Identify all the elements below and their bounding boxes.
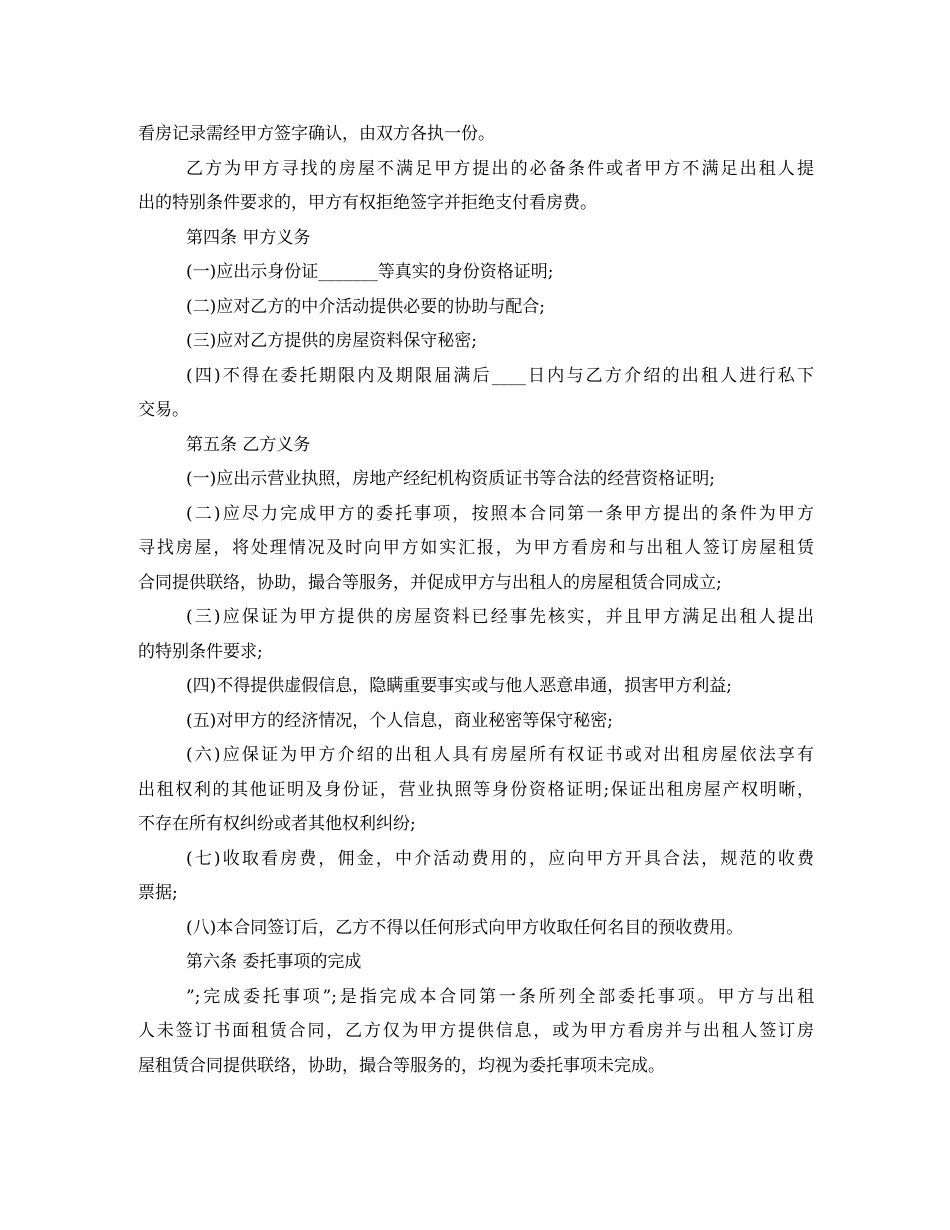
text-line: (一)应出示身份证_______等真实的身份资格证明; xyxy=(186,262,554,282)
text-line: ”;完成委托事项”;是指完成本合同第一条所列全部委托事项。甲方与出租 xyxy=(186,986,814,1007)
document-body xyxy=(138,117,814,1083)
text-line: 交易。 xyxy=(138,400,189,420)
text-line: (二)应对乙方的中介活动提供必要的协助与配合; xyxy=(186,296,545,317)
text-line: (六)应保证为甲方介绍的出租人具有房屋所有权证书或对出租房屋依法享有 xyxy=(186,745,814,765)
text-line: (七)收取看房费，佣金，中介活动费用的，应向甲方开具合法，规范的收费 xyxy=(186,848,814,869)
text-line: 屋租赁合同提供联络，协助，撮合等服务的，均视为委托事项未完成。 xyxy=(138,1055,665,1076)
text-line: 不存在所有权纠纷或者其他权利纠纷; xyxy=(138,814,416,834)
text-line: 票据; xyxy=(138,883,178,903)
text-line: (四)不得提供虚假信息，隐瞒重要事实或与他人恶意串通，损害甲方利益; xyxy=(186,676,732,696)
text-line: (一)应出示营业执照，房地产经纪机构资质证书等合法的经营资格证明; xyxy=(186,469,715,489)
text-line: 合同提供联络，协助，撮合等服务，并促成甲方与出租人的房屋租赁合同成立; xyxy=(138,572,722,593)
text-line: 乙方为甲方寻找的房屋不满足甲方提出的必备条件或者甲方不满足出租人提 xyxy=(186,158,814,179)
text-line: (三)应对乙方提供的房屋资料保守秘密; xyxy=(186,331,477,351)
section-heading: 第五条 乙方义务 xyxy=(186,434,311,455)
text-line: (五)对甲方的经济情况，个人信息，商业秘密等保守秘密; xyxy=(186,710,613,731)
text-line: 出租权利的其他证明及身份证，营业执照等身份资格证明;保证出租房屋产权明晰， xyxy=(138,779,814,800)
text-line: 人未签订书面租赁合同，乙方仅为甲方提供信息，或为甲方看房并与出租人签订房 xyxy=(138,1021,814,1041)
text-line: 出的特别条件要求的，甲方有权拒绝签字并拒绝支付看房费。 xyxy=(138,193,597,213)
text-line: 看房记录需经甲方签字确认，由双方各执一份。 xyxy=(138,124,495,144)
text-line: (八)本合同签订后，乙方不得以任何形式向甲方收取任何名目的预收费用。 xyxy=(186,917,744,938)
text-line: 寻找房屋，将处理情况及时向甲方如实汇报，为甲方看房和与出租人签订房屋租赁 xyxy=(138,538,814,558)
section-heading: 第六条 委托事项的完成 xyxy=(186,952,362,972)
text-line: (三)应保证为甲方提供的房屋资料已经事先核实，并且甲方满足出租人提出 xyxy=(186,607,814,627)
section-heading: 第四条 甲方义务 xyxy=(186,227,311,248)
text-line: 的特别条件要求; xyxy=(138,641,263,662)
text-line: (二)应尽力完成甲方的委托事项，按照本合同第一条甲方提出的条件为甲方 xyxy=(186,503,814,524)
text-line: (四)不得在委托期限内及期限届满后____日内与乙方介绍的出租人进行私下 xyxy=(186,365,814,386)
